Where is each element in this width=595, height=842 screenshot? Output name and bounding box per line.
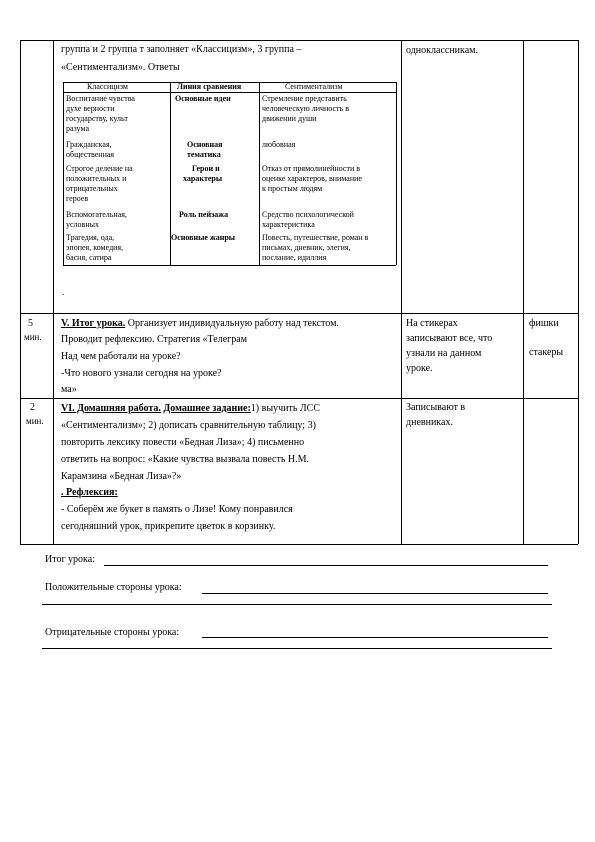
cell-genres-right-3: послание, идиллия xyxy=(262,253,327,262)
row3-time-number: 2 xyxy=(30,402,35,413)
row3-line7: сегодняшний урок, прикрепите цветок в корзинку. xyxy=(61,521,276,532)
cell-theme-right-1: любовная xyxy=(262,140,296,149)
cell-genres-left-1: Трагедия, ода, xyxy=(66,233,115,242)
cell-genres-left-3: басня, сатира xyxy=(66,253,112,262)
row3-students-1: Записывают в xyxy=(406,402,466,413)
positive-label: Положительные стороны урока: xyxy=(45,582,182,593)
header-comparison-line: Линия сравнения xyxy=(177,82,242,91)
cell-genres-left-2: эпопея, комедия, xyxy=(66,243,124,252)
cell-heroes-right-3: к простым людям xyxy=(262,184,323,193)
row1-dot: . xyxy=(62,287,65,297)
row3-line3: повторить лексику повести «Бедная Лиза»; 4) письменно xyxy=(61,437,305,448)
row2-students-3: узнали на данном xyxy=(406,348,482,359)
cell-heroes-left-2: положительных и xyxy=(66,174,127,183)
row2-title: V. Итог урока. xyxy=(61,318,126,329)
cell-ideas-left-4: разума xyxy=(66,124,89,133)
negative-line-2[interactable] xyxy=(42,648,552,649)
row2-students-2: записывают все, что xyxy=(406,333,493,344)
row2-students-1: На стикерах xyxy=(406,318,458,329)
row2-time-number: 5 xyxy=(28,318,33,329)
row2-resources-2: стакеры xyxy=(529,347,564,358)
cell-landscape-left-1: Вспомогательная, xyxy=(66,210,127,219)
row-divider-1 xyxy=(20,313,578,314)
cell-heroes-mid-2: характеры xyxy=(183,174,223,183)
cell-ideas-mid: Основные идеи xyxy=(175,94,231,103)
header-sentimentalism: Сентиментализм xyxy=(285,82,343,91)
negative-label: Отрицательные стороны урока: xyxy=(45,627,180,638)
header-classicism: Классицизм xyxy=(87,82,128,91)
cell-theme-left-2: общественная xyxy=(66,150,115,159)
cell-heroes-left-4: героев xyxy=(66,194,89,203)
cell-ideas-left-2: духе верности xyxy=(66,104,115,113)
row2-students-4: уроке. xyxy=(406,363,433,374)
summary-label: Итог урока: xyxy=(45,554,95,565)
cell-ideas-left-1: Воспитание чувства xyxy=(66,94,135,103)
row3-line4: ответить на вопрос: «Какие чувства вызвала повесть Н.М. xyxy=(61,454,310,465)
positive-line-1[interactable] xyxy=(202,593,548,594)
row3-title: VI. Домашняя работа. xyxy=(61,403,161,414)
row3-task-label: Домашнее задание: xyxy=(163,403,251,414)
row3-reflection: . Рефлексия: xyxy=(61,487,118,498)
cell-landscape-mid: Роль пейзажа xyxy=(179,210,229,219)
table-right-border xyxy=(578,40,579,544)
row-divider-2 xyxy=(20,398,578,399)
cell-ideas-right-2: человеческую личность в xyxy=(262,104,349,113)
row1-task-line2: «Сентиментализм». Ответы xyxy=(61,62,180,73)
col-divider-2 xyxy=(401,40,402,544)
row2-line2: Проводит рефлексию. Стратегия «Телеграм xyxy=(61,334,248,345)
col-divider-3 xyxy=(523,40,524,544)
cell-landscape-left-2: условных xyxy=(66,220,99,229)
table-bottom-border xyxy=(20,544,578,545)
row2-line1 xyxy=(61,316,339,331)
cell-heroes-right-1: Отказ от прямолинейности в xyxy=(262,164,361,173)
cell-landscape-right-2: характеристика xyxy=(262,220,315,229)
row2-resources-1: фишки xyxy=(529,318,559,329)
cell-landscape-right-1: Средство психологической xyxy=(262,210,354,219)
row2-time-unit: мин. xyxy=(24,332,42,342)
row1-students-text: одноклассникам. xyxy=(406,45,478,56)
cell-heroes-mid-1: Герои и xyxy=(192,164,220,173)
table-left-border xyxy=(20,40,21,544)
row2-line5: ма» xyxy=(61,384,77,395)
cell-genres-mid: Основные жанры xyxy=(171,233,236,242)
row3-students-2: дневниках. xyxy=(406,417,453,428)
row3-time-unit: мин. xyxy=(26,416,44,426)
cell-heroes-left-3: отрицательных xyxy=(66,184,118,193)
row2-line4: -Что нового узнали сегодня на уроке? xyxy=(61,368,222,379)
row3-line2: «Сентиментализм»; 2) дописать сравнительную таблицу; 3) xyxy=(61,420,316,431)
row3-line1 xyxy=(61,401,320,416)
summary-line[interactable] xyxy=(104,565,548,566)
cell-theme-mid-1: Основная xyxy=(187,140,223,149)
row2-line3: Над чем работали на уроке? xyxy=(61,351,181,362)
comparison-table xyxy=(63,82,396,265)
row1-task-line1: группа и 2 группа т заполняет «Классицизм», 3 группа – xyxy=(61,44,302,55)
row3-line1-rest: 1) выучить ЛСС xyxy=(250,403,321,414)
negative-line-1[interactable] xyxy=(202,637,548,638)
cell-genres-right-2: письмах, дневник, элегия, xyxy=(262,243,351,252)
col-divider-1 xyxy=(53,40,54,544)
positive-line-2[interactable] xyxy=(42,604,552,605)
row3-line5: Карамзина «Бедная Лиза»?» xyxy=(61,471,182,482)
cell-ideas-right-3: движении души xyxy=(262,114,317,123)
table-top-border xyxy=(20,40,578,41)
cell-heroes-left-1: Строгое деление на xyxy=(66,164,133,173)
cell-theme-left-1: Гражданская, xyxy=(66,140,112,149)
row2-line1-rest: Организует индивидуальную работу над текстом. xyxy=(125,318,339,329)
cell-ideas-left-3: государству, культ xyxy=(66,114,128,123)
cell-ideas-right-1: Стремление представить xyxy=(262,94,347,103)
cell-genres-right-1: Повесть, путешествие, роман в xyxy=(262,233,369,242)
cell-heroes-right-2: оценке характеров, внимание xyxy=(262,174,362,183)
cell-theme-mid-2: тематика xyxy=(187,150,221,159)
row3-line6: - Соберём же букет в память о Лизе! Кому понравился xyxy=(61,504,293,515)
